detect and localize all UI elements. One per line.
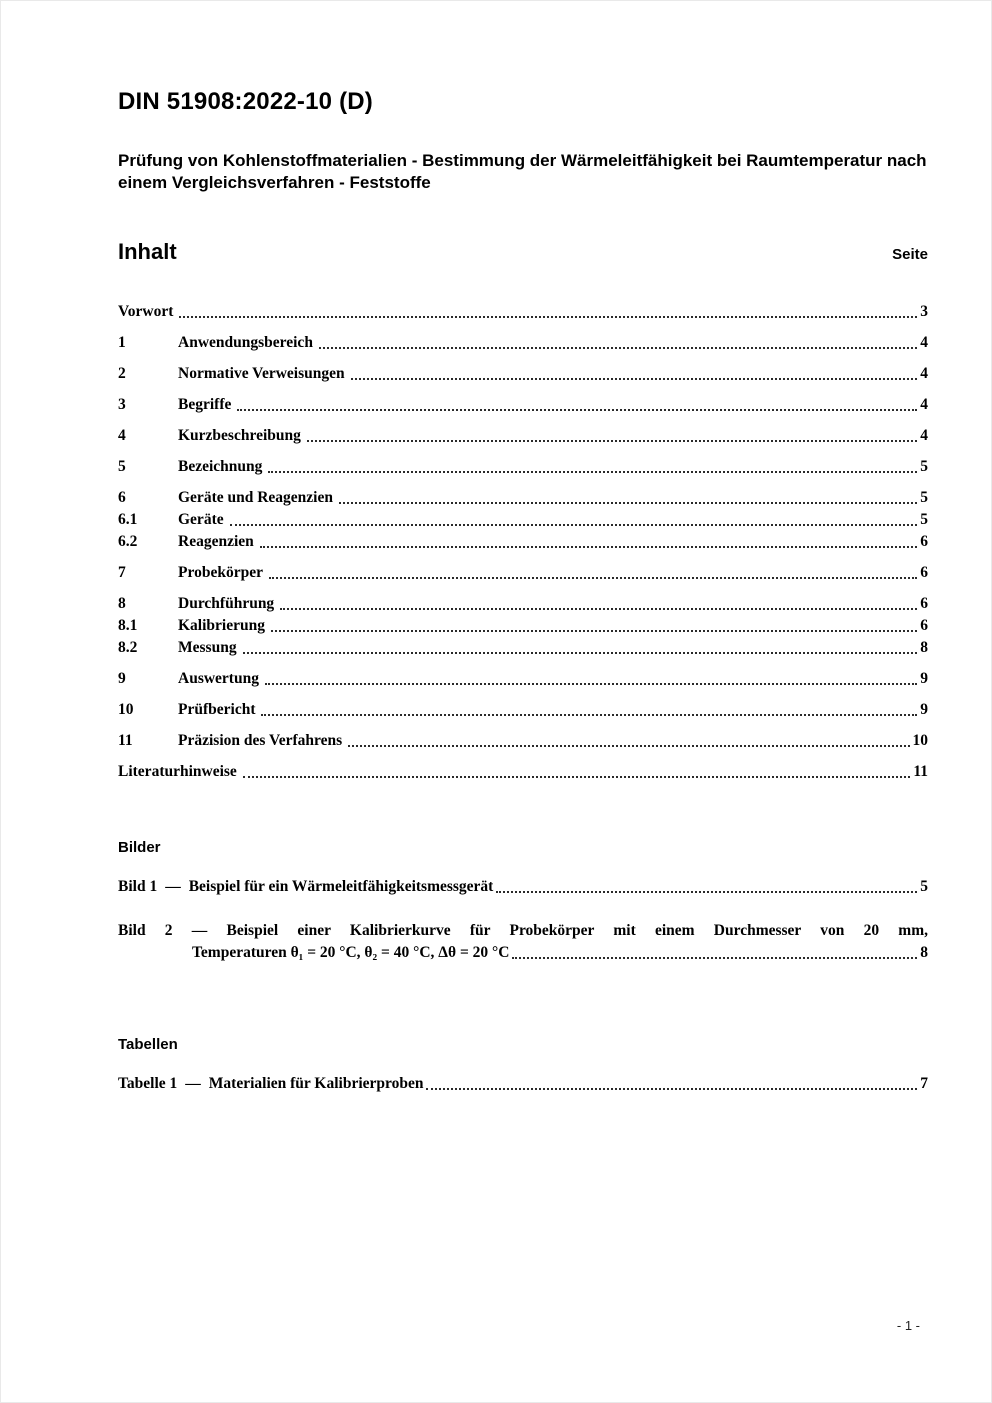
toc-entry-label: Bezeichnung	[178, 457, 263, 475]
toc-entry-label: Literaturhinweise	[118, 762, 237, 780]
toc-entry-4	[118, 425, 928, 447]
dotted-leader	[280, 608, 917, 610]
figure-title-text: Beispiel einer Kalibrierkurve für Probekörper mit einem Durchmesser von 20 mm,	[226, 921, 929, 939]
toc-entry-page: 4	[920, 426, 928, 444]
toc-entry-number: 2	[118, 364, 126, 382]
toc-entry-page: 4	[920, 333, 928, 351]
dotted-leader	[237, 409, 917, 411]
dotted-leader	[243, 652, 918, 654]
toc-entry-number: 8	[118, 594, 126, 612]
toc-entry-8	[118, 593, 928, 615]
toc-entry-number: 6.1	[118, 510, 138, 528]
dotted-leader	[261, 714, 917, 716]
toc-entry-11	[118, 730, 928, 752]
figure-entry-bild-1	[118, 876, 928, 898]
toc-entry-6-1	[118, 509, 928, 531]
figure-title-continuation: Temperaturen θ₁ = 20 °C, θ₂ = 40 °C, Δθ = 20 °C	[192, 943, 510, 961]
dash-separator: —	[191, 921, 208, 939]
toc-entry-number: 8.2	[118, 638, 138, 656]
toc-entry-8-2	[118, 637, 928, 659]
tables-section	[118, 1036, 928, 1095]
dotted-leader	[179, 316, 917, 318]
dotted-leader	[269, 577, 917, 579]
figure-title-line-1	[118, 920, 928, 942]
toc-entry-number: 5	[118, 457, 126, 475]
toc-entry-6-2	[118, 531, 928, 553]
tables-list	[118, 1073, 928, 1095]
toc-entry-number: 10	[118, 700, 134, 718]
toc-entry-label: Kalibrierung	[178, 616, 265, 634]
toc-entry-page: 6	[920, 563, 928, 581]
dotted-leader	[496, 891, 917, 893]
toc-entry-label: Vorwort	[118, 302, 174, 320]
dotted-leader	[268, 471, 917, 473]
toc-entry-label: Probekörper	[178, 563, 263, 581]
toc-entry-label: Geräte	[178, 510, 224, 528]
figures-heading: Bilder	[118, 838, 161, 856]
toc-entry-page: 5	[920, 488, 928, 506]
toc-entry-page: 6	[920, 532, 928, 550]
toc-entry-page: 5	[920, 510, 928, 528]
toc-entry-9	[118, 668, 928, 690]
dotted-leader	[243, 776, 911, 778]
tables-heading: Tabellen	[118, 1035, 178, 1053]
toc-entry-literaturhinweise	[118, 761, 928, 783]
table-label: Tabelle 1	[118, 1074, 178, 1092]
dotted-leader	[351, 378, 918, 380]
dash-separator: —	[165, 877, 181, 895]
figures-section	[118, 839, 928, 964]
toc-entry-number: 1	[118, 333, 126, 351]
toc-entry-2	[118, 363, 928, 385]
toc-entry-page: 9	[920, 700, 928, 718]
toc-heading: Inhalt	[118, 238, 177, 264]
figure-label: Bild 2	[118, 921, 173, 939]
toc-entry-label: Kurzbeschreibung	[178, 426, 301, 444]
toc-entry-label: Messung	[178, 638, 237, 656]
toc-page-column-label: Seite	[892, 245, 928, 263]
toc-entry-page: 11	[913, 762, 928, 780]
toc-entry-7	[118, 562, 928, 584]
figure-label: Bild 1	[118, 877, 158, 895]
toc-entry-page: 10	[912, 731, 928, 749]
figure-entry-bild-2	[118, 920, 928, 964]
table-of-contents	[118, 301, 928, 783]
toc-entry-label: Anwendungsbereich	[178, 333, 313, 351]
toc-entry-label: Geräte und Reagenzien	[178, 488, 333, 506]
toc-entry-vorwort	[118, 301, 928, 323]
toc-entry-page: 6	[920, 594, 928, 612]
table-page: 7	[920, 1074, 928, 1092]
toc-entry-page: 3	[920, 302, 928, 320]
toc-entry-label: Auswertung	[178, 669, 259, 687]
toc-entry-number: 11	[118, 731, 133, 749]
toc-entry-number: 4	[118, 426, 126, 444]
dash-separator: —	[185, 1074, 201, 1092]
dotted-leader	[348, 745, 909, 747]
toc-entry-label: Präzision des Verfahrens	[178, 731, 343, 749]
figure-page: 8	[920, 943, 928, 961]
dotted-leader	[230, 524, 918, 526]
toc-entry-3	[118, 394, 928, 416]
toc-entry-page: 6	[920, 616, 928, 634]
toc-entry-number: 6	[118, 488, 126, 506]
toc-entry-number: 9	[118, 669, 126, 687]
toc-entry-number: 6.2	[118, 532, 138, 550]
figure-title: Beispiel für ein Wärmeleitfähigkeitsmessgerät	[188, 877, 494, 895]
toc-entry-label: Normative Verweisungen	[178, 364, 345, 382]
figure-title-line-2	[118, 942, 928, 964]
toc-entry-6	[118, 487, 928, 509]
toc-entry-1	[118, 332, 928, 354]
dotted-leader	[271, 630, 917, 632]
toc-entry-page: 8	[920, 638, 928, 656]
dotted-leader	[307, 440, 917, 442]
dotted-leader	[339, 502, 917, 504]
toc-entry-number: 3	[118, 395, 126, 413]
toc-entry-page: 5	[920, 457, 928, 475]
toc-entry-label: Begriffe	[178, 395, 232, 413]
dotted-leader	[319, 347, 917, 349]
table-entry-tabelle-1	[118, 1073, 928, 1095]
toc-entry-label: Prüfbericht	[178, 700, 256, 718]
figures-list	[118, 876, 928, 964]
toc-entry-number: 8.1	[118, 616, 138, 634]
dotted-leader	[260, 546, 917, 548]
doc-number: DIN 51908:2022-10 (D)	[118, 88, 373, 115]
table-title: Materialien für Kalibrierproben	[208, 1074, 424, 1092]
toc-entry-label: Reagenzien	[178, 532, 254, 550]
toc-entry-page: 9	[920, 669, 928, 687]
toc-entry-page: 4	[920, 395, 928, 413]
dotted-leader	[265, 683, 917, 685]
figure-page: 5	[920, 877, 928, 895]
page-number-footer: - 1 -	[896, 1318, 920, 1333]
toc-entry-8-1	[118, 615, 928, 637]
toc-entry-label: Durchführung	[178, 594, 275, 612]
dotted-leader	[512, 957, 917, 959]
toc-header-row	[118, 239, 928, 265]
toc-entry-10	[118, 699, 928, 721]
toc-entry-number: 7	[118, 563, 126, 581]
dotted-leader	[426, 1088, 917, 1090]
doc-title: Prüfung von Kohlenstoffmaterialien - Bestimmung der Wärmeleitfähigkeit bei Raumtemperatur nach einem Vergleichsverfahren - Feststoffe	[118, 151, 927, 193]
toc-entry-5	[118, 456, 928, 478]
toc-entry-page: 4	[920, 364, 928, 382]
